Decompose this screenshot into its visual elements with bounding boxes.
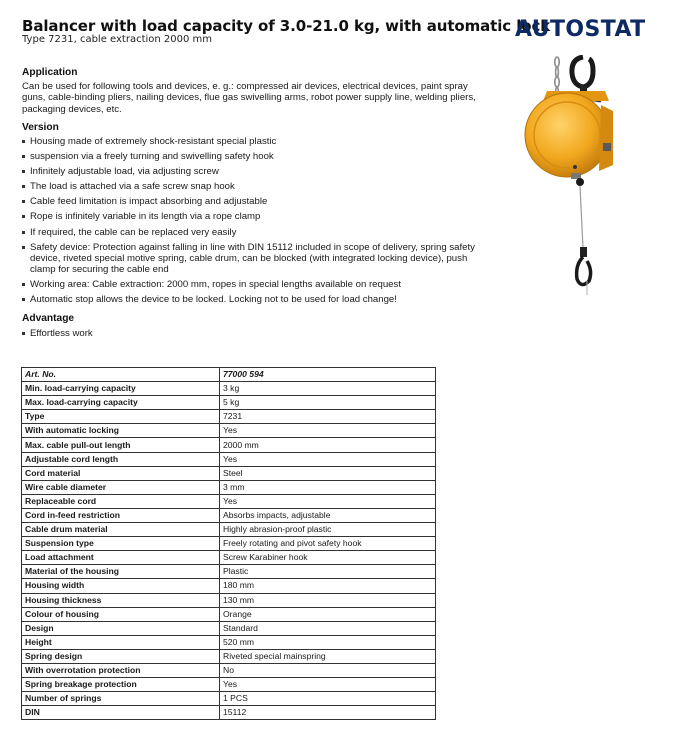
version-list (22, 136, 477, 305)
spec-label: Height (22, 635, 220, 649)
spec-value: 520 mm (220, 635, 436, 649)
list-item: Cable feed limitation is impact absorbing and adjustable (22, 196, 477, 207)
spec-label: Art. No. (22, 368, 220, 382)
spec-label: Max. cable pull-out length (22, 438, 220, 452)
page-subtitle: Type 7231, cable extraction 2000 mm (22, 34, 213, 45)
spec-label: Min. load-carrying capacity (22, 382, 220, 396)
spec-label: Material of the housing (22, 565, 220, 579)
table-row (22, 438, 436, 452)
table-row (22, 523, 436, 537)
spec-value: Yes (220, 494, 436, 508)
spec-label: Max. load-carrying capacity (22, 396, 220, 410)
spec-label: Cable drum material (22, 523, 220, 537)
spec-label: Number of springs (22, 692, 220, 706)
spec-value: Plastic (220, 565, 436, 579)
cable-stopper-icon (576, 178, 584, 186)
spec-value: Freely rotating and pivot safety hook (220, 537, 436, 551)
table-row (22, 537, 436, 551)
spec-label: Adjustable cord length (22, 452, 220, 466)
page-title: Balancer with load capacity of 3.0-21.0 kg, with automatic lock (22, 17, 551, 35)
spec-label: With automatic locking (22, 424, 220, 438)
spec-value: Screw Karabiner hook (220, 551, 436, 565)
table-row (22, 692, 436, 706)
list-item: suspension via a freely turning and swivelling safety hook (22, 151, 477, 162)
table-row (22, 649, 436, 663)
spec-label: Suspension type (22, 537, 220, 551)
spec-label: Housing width (22, 579, 220, 593)
list-item: Working area: Cable extraction: 2000 mm, ropes in special lengths available on request (22, 279, 477, 290)
list-item: If required, the cable can be replaced very easily (22, 227, 477, 238)
load-hook-icon (577, 247, 591, 295)
application-heading: Application (22, 67, 78, 78)
table-row (22, 565, 436, 579)
version-heading: Version (22, 121, 59, 133)
spec-value: 180 mm (220, 579, 436, 593)
product-description (22, 67, 477, 343)
table-header-row (22, 368, 436, 382)
spec-value: No (220, 663, 436, 677)
specification-table (21, 367, 436, 720)
spec-label: Type (22, 410, 220, 424)
spec-value: 77000 594 (220, 368, 436, 382)
table-row (22, 593, 436, 607)
table-row (22, 678, 436, 692)
list-item: The load is attached via a safe screw snap hook (22, 181, 477, 192)
table-row (22, 396, 436, 410)
spec-value: Orange (220, 607, 436, 621)
table-row (22, 466, 436, 480)
table-row (22, 494, 436, 508)
spec-label: Colour of housing (22, 607, 220, 621)
spec-label: Spring breakage protection (22, 678, 220, 692)
table-row (22, 508, 436, 522)
spec-value: Steel (220, 466, 436, 480)
list-item: Infinitely adjustable load, via adjusting screw (22, 166, 477, 177)
table-row (22, 410, 436, 424)
balancer-housing (525, 91, 613, 179)
table-row (22, 424, 436, 438)
spec-value: Standard (220, 621, 436, 635)
table-row (22, 663, 436, 677)
spec-value: 1 PCS (220, 692, 436, 706)
spec-value: 7231 (220, 410, 436, 424)
spec-value: 3 kg (220, 382, 436, 396)
spec-label: With overrotation protection (22, 663, 220, 677)
spec-value: Highly abrasion-proof plastic (220, 523, 436, 537)
spec-label: Spring design (22, 649, 220, 663)
spec-label: Load attachment (22, 551, 220, 565)
spec-value: Yes (220, 424, 436, 438)
list-item: Rope is infinitely variable in its length via a rope clamp (22, 211, 477, 222)
spec-label: Cord material (22, 466, 220, 480)
list-item: Housing made of extremely shock-resistant special plastic (22, 136, 477, 147)
spec-value: Yes (220, 678, 436, 692)
table-row (22, 480, 436, 494)
spec-label: Cord in-feed restriction (22, 508, 220, 522)
brand-logo: AUTOSTAT (515, 17, 646, 42)
spec-label: Housing thickness (22, 593, 220, 607)
advantage-heading: Advantage (22, 313, 75, 325)
table-row (22, 706, 436, 720)
spec-value: 130 mm (220, 593, 436, 607)
spec-value: 3 mm (220, 480, 436, 494)
table-row (22, 635, 436, 649)
table-row (22, 621, 436, 635)
spec-value: Yes (220, 452, 436, 466)
spec-value: 2000 mm (220, 438, 436, 452)
spec-value: Riveted special mainspring (220, 649, 436, 663)
table-row (22, 382, 436, 396)
table-row (22, 452, 436, 466)
spec-value: 5 kg (220, 396, 436, 410)
spec-label: Replaceable cord (22, 494, 220, 508)
list-item: Effortless work (22, 328, 477, 339)
table-row (22, 607, 436, 621)
spec-label: Wire cable diameter (22, 480, 220, 494)
product-image (505, 55, 655, 300)
table-row (22, 579, 436, 593)
spec-value: 15112 (220, 706, 436, 720)
spec-label: DIN (22, 706, 220, 720)
advantage-list (22, 328, 477, 339)
spec-label: Design (22, 621, 220, 635)
list-item: Safety device: Protection against falling in line with DIN 15112 included in scope of delivery, spring safety device, riveted special motive spring, cable drum, can be blocked (with integrated locking device), push clamp for securing the cable end (22, 242, 477, 276)
table-row (22, 551, 436, 565)
wire-cable (580, 186, 583, 248)
list-item: Automatic stop allows the device to be locked. Locking not to be used for load change! (22, 294, 477, 305)
spec-value: Absorbs impacts, adjustable (220, 508, 436, 522)
application-text: Can be used for following tools and devices, e. g.: compressed air devices, electrical devices, paint spray guns, cable-binding pliers, nailing devices, flue gas swivelling arms, robot power supply line, welding pliers, packaging devices, etc. (22, 81, 476, 115)
